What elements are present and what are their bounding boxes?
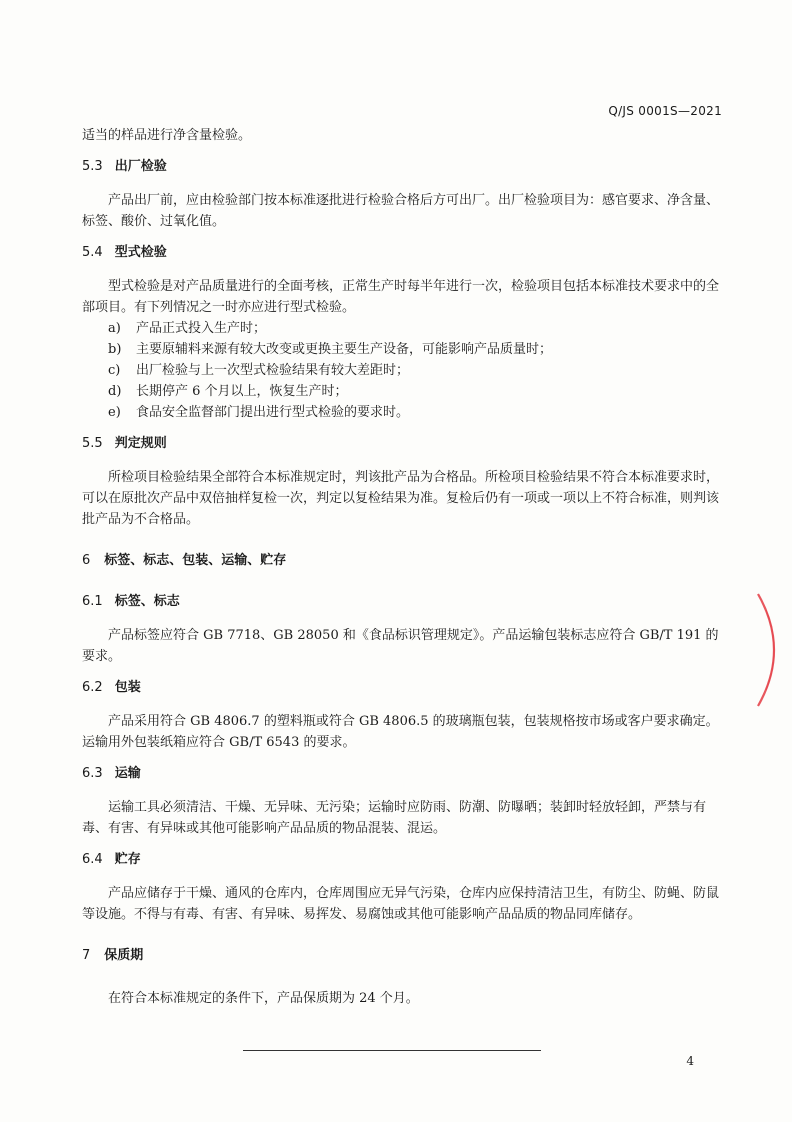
heading-5-4 — [82, 242, 728, 263]
page-number: 4 — [686, 1054, 694, 1068]
list-item: d) 长期停产 6 个月以上，恢复生产时； — [108, 384, 348, 399]
heading-number: 6 — [82, 553, 91, 568]
paragraph-6-2: 产品采用符合 GB 4806.7 的塑料瓶或符合 GB 4806.5 的玻璃瓶包装，包装规格按市场或客户要求确定。运输用外包装纸箱应符合 GB/T 6543 的要求。 — [82, 714, 719, 750]
page-content — [82, 125, 728, 1009]
paragraph-6-3: 运输工具必须清洁、干燥、无异味、无污染；运输时应防雨、防潮、防曝晒；装卸时轻放轻卸，严禁与有毒、有害、有异味或其他可能影响产品品质的物品混装、混运。 — [82, 800, 707, 836]
heading-6-4 — [82, 849, 728, 870]
red-seal-fragment — [752, 590, 792, 710]
heading-title: 判定规则 — [114, 436, 167, 451]
heading-number: 6.4 — [82, 852, 103, 867]
heading-title: 出厂检验 — [114, 159, 167, 174]
heading-6-3 — [82, 763, 728, 784]
heading-number: 6.1 — [82, 594, 103, 609]
heading-title: 标签、标志 — [114, 594, 180, 609]
heading-title: 运输 — [114, 766, 141, 781]
paragraph-5-5: 所检项目检验结果全部符合本标准规定时，判该批产品为合格品。所检项目检验结果不符合本标准要求时，可以在原批次产品中双倍抽样复检一次，判定以复检结果为准。复检后仍有一项或一项以上不符合标准，则判该批产品为不合格品。 — [82, 470, 720, 527]
heading-title: 贮存 — [114, 852, 141, 867]
heading-number: 7 — [82, 948, 91, 963]
heading-title: 保质期 — [104, 948, 144, 963]
list-item: e) 食品安全监督部门提出进行型式检验的要求时。 — [108, 405, 410, 420]
paragraph-6-4: 产品应储存于干燥、通风的仓库内，仓库周围应无异气污染，仓库内应保持清洁卫生，有防尘、防蝇、防鼠等设施。不得与有毒、有害、有异味、易挥发、易腐蚀或其他可能影响产品品质的物品同库储存。 — [82, 886, 720, 922]
list-item: c) 出厂检验与上一次型式检验结果有较大差距时； — [108, 363, 410, 378]
heading-7 — [82, 945, 728, 966]
heading-number: 6.2 — [82, 680, 103, 695]
document-code: Q/JS 0001S—2021 — [608, 104, 722, 118]
heading-6-2 — [82, 677, 728, 698]
paragraph-5-4: 型式检验是对产品质量进行的全面考核，正常生产时每半年进行一次，检验项目包括本标准技术要求中的全部项目。有下列情况之一时亦应进行型式检验。 — [82, 279, 720, 315]
heading-number: 5.3 — [82, 159, 103, 174]
heading-title: 标签、标志、包装、运输、贮存 — [104, 553, 287, 568]
list-item: a) 产品正式投入生产时； — [108, 321, 267, 336]
condition-list — [82, 318, 728, 423]
heading-number: 5.4 — [82, 245, 103, 260]
heading-6-1 — [82, 591, 728, 612]
heading-6 — [82, 550, 728, 571]
list-item: b) 主要原辅料来源有较大改变或更换主要生产设备，可能影响产品质量时； — [108, 342, 553, 357]
heading-number: 6.3 — [82, 766, 103, 781]
heading-title: 包装 — [114, 680, 141, 695]
heading-title: 型式检验 — [114, 245, 167, 260]
paragraph-6-1: 产品标签应符合 GB 7718、GB 28050 和《食品标识管理规定》。产品运输包装标志应符合 GB/T 191 的要求。 — [82, 628, 719, 664]
footer-rule — [243, 1050, 541, 1051]
heading-5-3 — [82, 156, 728, 177]
paragraph-7: 在符合本标准规定的条件下，产品保质期为 24 个月。 — [108, 991, 419, 1006]
paragraph-5-3: 产品出厂前，应由检验部门按本标准逐批进行检验合格后方可出厂。出厂检验项目为：感官要求、净含量、标签、酸价、过氧化值。 — [82, 193, 720, 229]
lead-text: 适当的样品进行净含量检验。 — [82, 128, 252, 143]
heading-5-5 — [82, 433, 728, 454]
heading-number: 5.5 — [82, 436, 103, 451]
